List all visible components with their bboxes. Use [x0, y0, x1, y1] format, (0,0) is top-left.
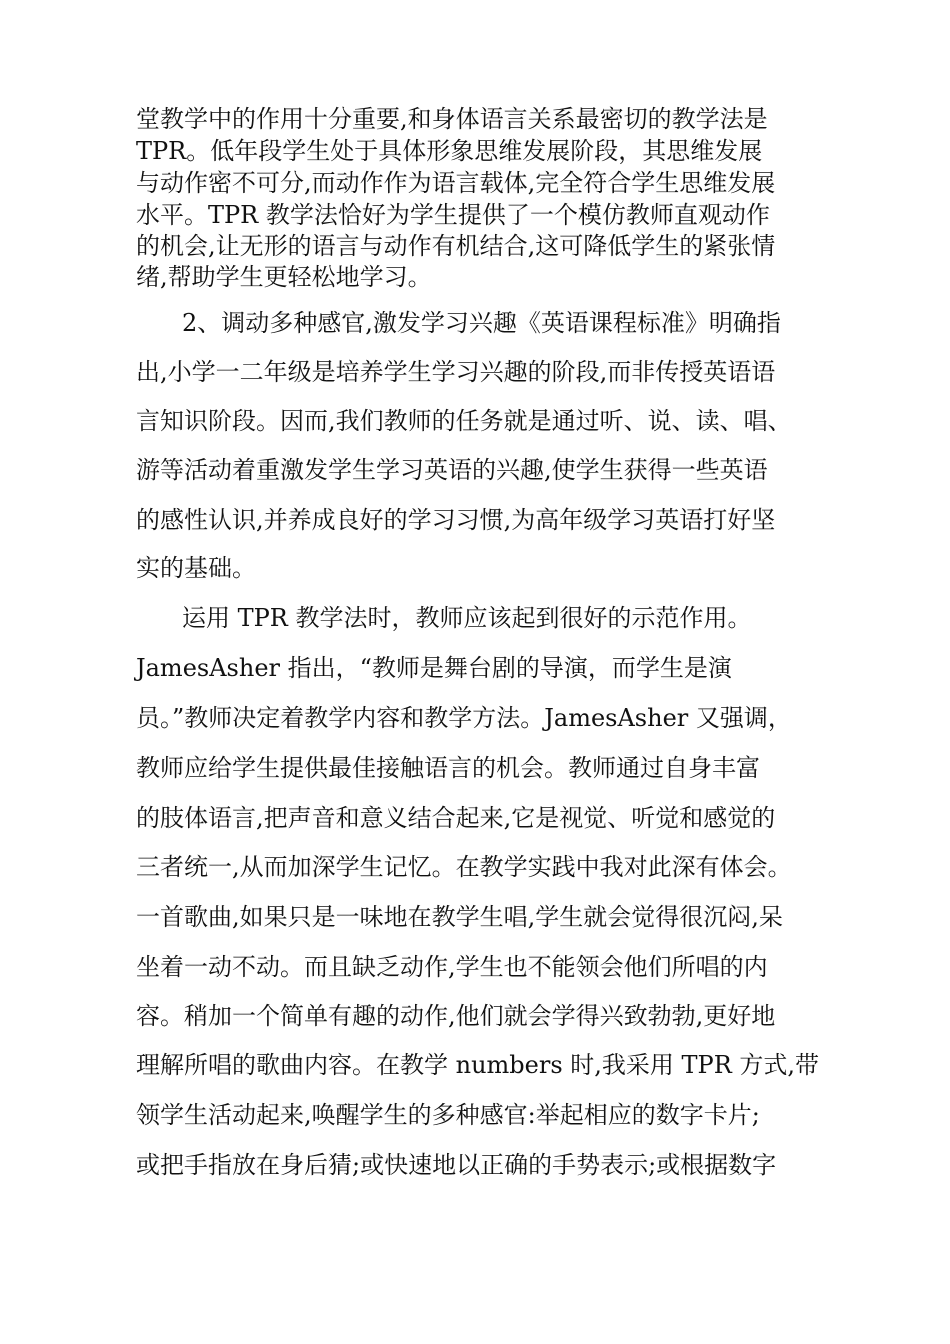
text-line: 三者统一,从而加深学生记忆。在教学实践中我对此深有体会。 [136, 853, 792, 881]
text-line: 容。稍加一个简单有趣的动作,他们就会学得兴致勃勃,更好地 [136, 1002, 776, 1030]
text-line: 或把手指放在身后猜;或快速地以正确的手势表示;或根据数字 [136, 1151, 777, 1179]
text-line: 坐着一动不动。而且缺乏动作,学生也不能领会他们所唱的内 [136, 953, 768, 981]
text-line: 的机会,让无形的语言与动作有机结合,这可降低学生的紧张情 [136, 232, 776, 260]
text-line: 员。”教师决定着教学内容和教学方法。JamesAsher 又强调， [136, 704, 792, 732]
text-line: 出,小学一二年级是培养学生学习兴趣的阶段,而非传授英语语 [136, 358, 776, 386]
text-line: 水平。TPR 教学法恰好为学生提供了一个模仿教师直观动作 [136, 201, 770, 229]
text-line: 绪,帮助学生更轻松地学习。 [136, 263, 432, 291]
text-line: 教师应给学生提供最佳接触语言的机会。教师通过自身丰富 [136, 754, 760, 782]
text-line: TPR。低年段学生处于具体形象思维发展阶段，其思维发展 [136, 137, 763, 165]
text-line: 堂教学中的作用十分重要,和身体语言关系最密切的教学法是 [136, 105, 768, 133]
text-line: 理解所唱的歌曲内容。在教学 numbers 时,我采用 TPR 方式,带 [136, 1051, 820, 1079]
text-line: JamesAsher 指出，“教师是舞台剧的导演，而学生是演 [136, 654, 732, 682]
text-line: 与动作密不可分,而动作作为语言载体,完全符合学生思维发展 [136, 169, 776, 197]
text-line: 的肢体语言,把声音和意义结合起来,它是视觉、听觉和感觉的 [136, 804, 776, 832]
text-line: 的感性认识,并养成良好的学习习惯,为高年级学习英语打好坚 [136, 506, 776, 534]
text-line: 游等活动着重激发学生学习英语的兴趣,使学生获得一些英语 [136, 456, 768, 484]
text-line: 一首歌曲,如果只是一味地在教学生唱,学生就会觉得很沉闷,呆 [136, 903, 783, 931]
text-line: 言知识阶段。因而,我们教师的任务就是通过听、说、读、唱、 [136, 407, 792, 435]
text-line: 领学生活动起来,唤醒学生的多种感官:举起相应的数字卡片; [136, 1101, 760, 1129]
text-line: 实的基础。 [136, 554, 256, 582]
text-line: 运用 TPR 教学法时，教师应该起到很好的示范作用。 [182, 604, 752, 632]
text-line: 2、调动多种感官,激发学习兴趣《英语课程标准》明确指 [182, 309, 781, 337]
